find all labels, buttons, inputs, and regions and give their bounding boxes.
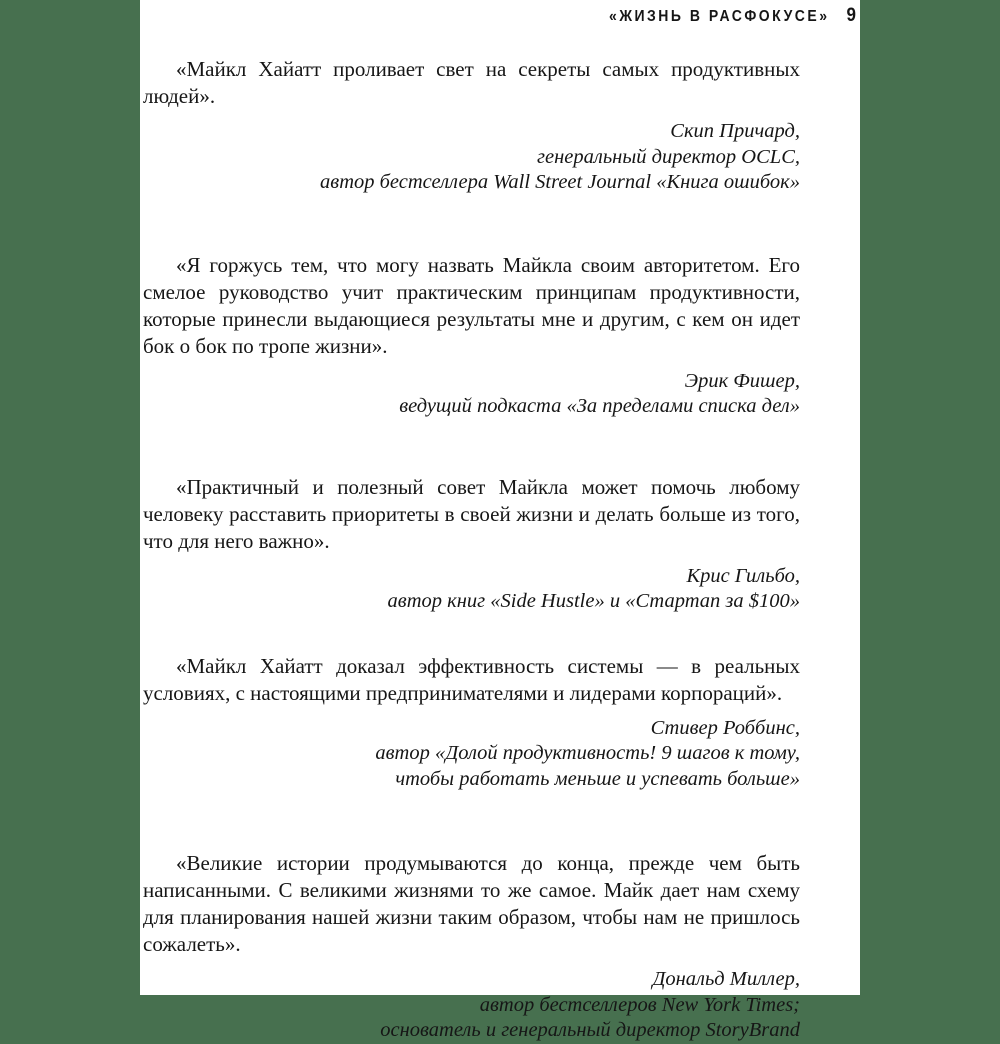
testimonial-block — [143, 252, 800, 420]
testimonial-block — [143, 850, 800, 1044]
attribution-line: генеральный директор OCLC, — [537, 145, 800, 168]
testimonial-quote: «Майкл Хайатт доказал эффективность системы — в реальных условиях, с настоящими предпринимателями и лидерами корпораций». — [143, 653, 800, 705]
attribution-line: автор «Долой продуктивность! 9 шагов к тому, — [375, 742, 800, 764]
running-title: «ЖИЗНЬ В РАСФОКУСЕ» — [609, 5, 830, 25]
attribution-line: Крис Гильбо, — [686, 564, 800, 587]
testimonial-block — [143, 56, 800, 196]
page-number: 9 — [846, 3, 856, 26]
testimonial-attribution — [143, 369, 800, 420]
testimonial-quote: «Майкл Хайатт проливает свет на секреты самых продуктивных людей». — [143, 57, 800, 108]
testimonial-quote: «Великие истории продумываются до конца, прежде чем быть написанными. С великими жизнями то же самое. Майк дает нам схему для планирования нашей жизни таким образом, чтобы нам не пришлось сожалеть». — [143, 851, 800, 956]
testimonial-block — [143, 653, 800, 793]
attribution-line: чтобы работать меньше и успевать больше» — [395, 767, 800, 790]
running-head — [140, 0, 860, 25]
attribution-line: Эрик Фишер, — [684, 369, 800, 392]
testimonial-attribution — [143, 119, 800, 196]
attribution-line: Дональд Миллер, — [652, 968, 800, 990]
attribution-line: Стивер Роббинс, — [650, 716, 800, 739]
testimonial-quote: «Я горжусь тем, что могу назвать Майкла своим авторитетом. Его смелое руководство учит практическим принципам продуктивности, которые принесли выдающиеся результаты мне и другим, с кем он идет бок о бок по тропе жизни». — [143, 252, 800, 358]
testimonial-quote: «Практичный и полезный совет Майкла может помочь любому человеку расставить приоритеты в своей жизни и делать больше из того, что для него важно». — [143, 474, 800, 553]
attribution-line: основатель и генеральный директор StoryBrand — [380, 1019, 800, 1041]
attribution-line: автор бестселлера Wall Street Journal «Книга ошибок» — [320, 171, 800, 193]
page-body — [140, 56, 860, 1044]
testimonial-attribution — [143, 564, 800, 615]
testimonial-block — [143, 474, 800, 615]
attribution-line: ведущий подкаста «За пределами списка дел» — [399, 395, 800, 417]
testimonial-attribution — [143, 716, 800, 793]
attribution-line: автор книг «Side Hustle» и «Стартап за $100» — [387, 590, 800, 612]
attribution-line: Скип Причард, — [670, 120, 800, 142]
testimonial-attribution — [143, 967, 800, 1044]
book-page — [140, 0, 860, 1041]
attribution-line: автор бестселлеров New York Times; — [479, 993, 800, 1016]
